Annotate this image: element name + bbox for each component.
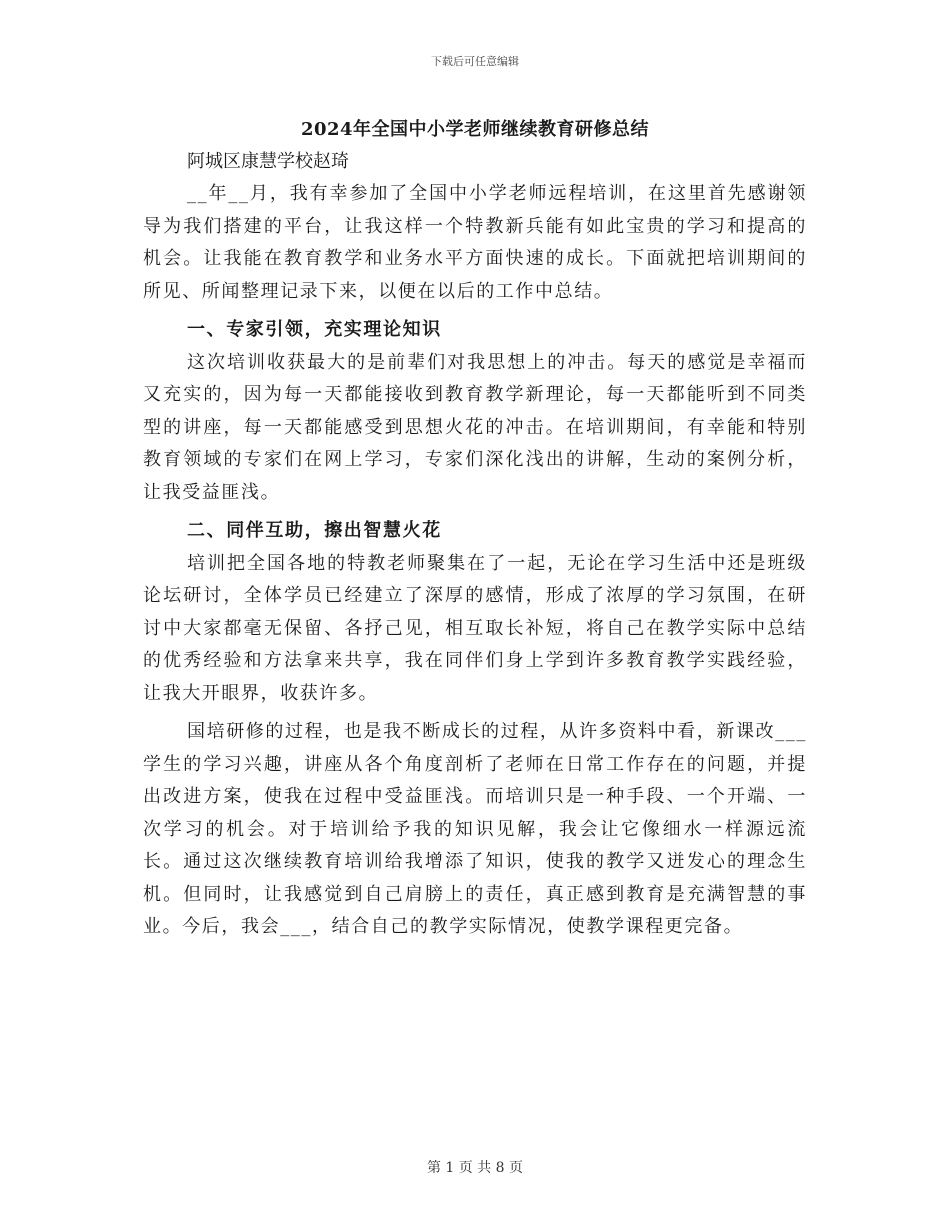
document-title: 2024年全国中小学老师继续教育研修总结 bbox=[300, 119, 650, 140]
section-body-2: 培训把全国各地的特教老师聚集在了一起，无论在学习生活中还是班级论坛研讨，全体学员已经建立了深厚的感情，形成了浓厚的学习氛围，在研讨中大家都毫无保留、各抒己见，相互取长补短，将自己在教学实际中总结的优秀经验和方法拿来共享，我在同伴们身上学到许多教育教学实践经验，让我大开眼界，收获许多。 bbox=[143, 552, 807, 704]
author-line: 阿城区康慧学校赵琦 bbox=[187, 151, 349, 172]
page-footer: 第 1 页 共 8 页 bbox=[426, 1160, 524, 1176]
closing-paragraph: 国培研修的过程，也是我不断成长的过程，从许多资料中看，新课改___学生的学习兴趣，讲座从各个角度剖析了老师在日常工作存在的问题，并提出改进方案，使我在过程中受益匪浅。而培训只是一种手段、一个开端、一次学习的机会。对于培训给予我的知识见解，我会让它像细水一样源远流长。通过这次继续教育培训给我增添了知识，使我的教学又迸发心的理念生机。但同时，让我感觉到自己肩膀上的责任，真正感到教育是充满智慧的事业。今后，我会___，结合自己的教学实际情况，使教学课程更完备。 bbox=[143, 721, 807, 937]
header-note: 下载后可任意编辑 bbox=[431, 55, 519, 68]
section-body-1: 这次培训收获最大的是前辈们对我思想上的冲击。每天的感觉是幸福而又充实的，因为每一天都能接收到教育教学新理论，每一天都能听到不同类型的讲座，每一天都能感受到思想火花的冲击。在培训期间，有幸能和特别教育领域的专家们在网上学习，专家们深化浅出的讲解，生动的案例分析，让我受益匪浅。 bbox=[143, 351, 807, 503]
document-body bbox=[143, 146, 807, 944]
intro-paragraph: __年__月，我有幸参加了全国中小学老师远程培训，在这里首先感谢领导为我们搭建的平台，让我这样一个特教新兵能有如此宝贵的学习和提高的机会。让我能在教育教学和业务水平方面快速的成长。下面就把培训期间的所见、所闻整理记录下来，以便在以后的工作中总结。 bbox=[143, 183, 807, 302]
section-heading-2: 二、同伴互助，擦出智慧火花 bbox=[187, 520, 442, 541]
section-heading-1: 一、专家引领，充实理论知识 bbox=[187, 319, 442, 340]
